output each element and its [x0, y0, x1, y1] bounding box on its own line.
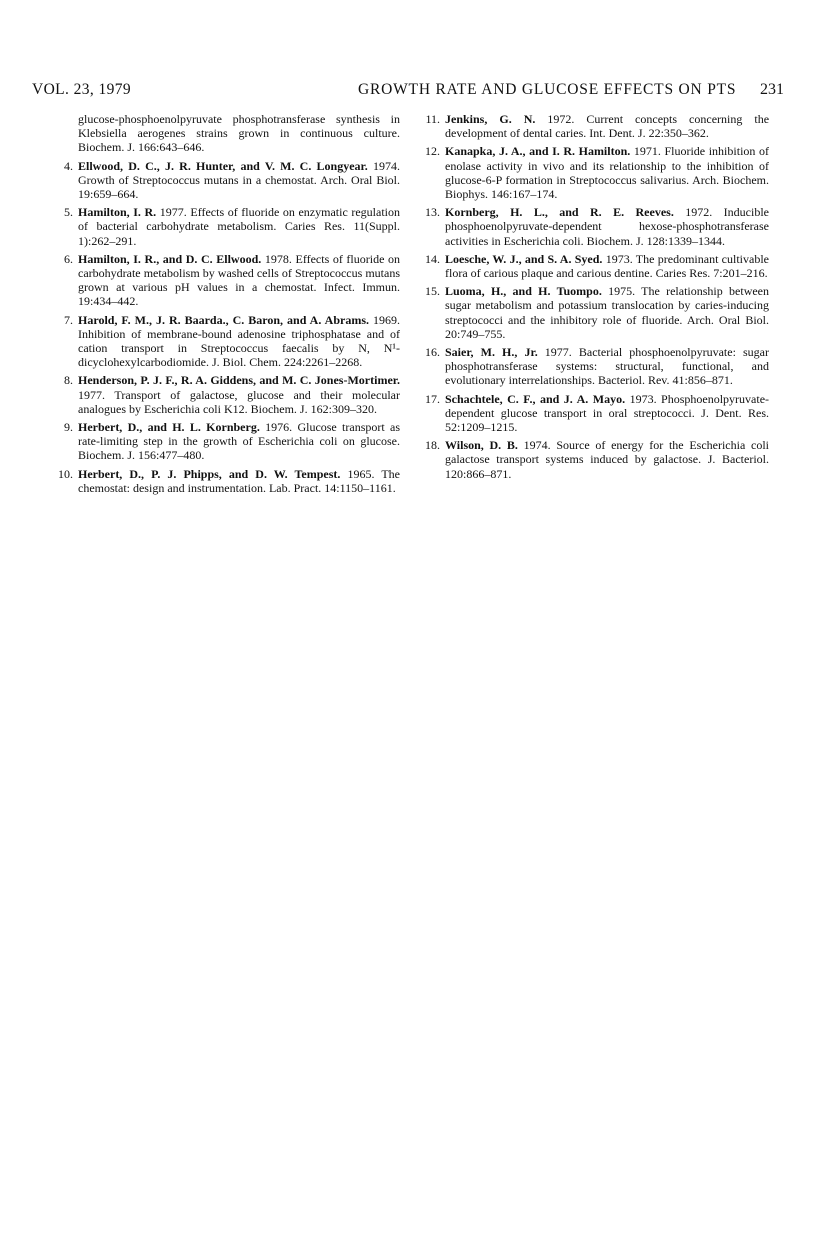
reference-text: 1973. The predominant cultivable flora of carious plaque and carious dentine. Caries Res. 7:201–216.	[445, 251, 770, 281]
reference-text: 1977. Bacterial phosphoenolpyruvate: sugar phosphotransferase systems: structural, functional, and evolutionary interrelationships. Bacteriol. Rev. 41:856–871.	[445, 345, 769, 388]
reference-item	[417, 205, 769, 248]
reference-text: 1978. Effects of fluoride on carbohydrate metabolism by washed cells of Streptococcus mutans grown at various pH values in a chemostat. Infect. Immun. 19:434–442.	[78, 251, 401, 309]
reference-text: 1974. Source of energy for the Escherichia coli galactose transport systems induced by galactose. J. Bacteriol. 120:866–871.	[445, 438, 769, 481]
reference-number: 9.	[64, 420, 73, 435]
reference-number: 15.	[425, 284, 440, 299]
reference-item	[417, 438, 769, 481]
reference-authors: Hamilton, I. R., and D. C. Ellwood.	[78, 251, 262, 266]
reference-text: 1972. Current concepts concerning the development of dental caries. Int. Dent. J. 22:350–362.	[445, 112, 770, 141]
reference-text: glucose-phosphoenolpyruvate phosphotransferase synthesis in Klebsiella aerogenes strains grown in continuous culture. Biochem. J. 166:643–646.	[78, 112, 400, 155]
reference-item	[50, 112, 400, 155]
reference-authors: Henderson, P. J. F., R. A. Giddens, and M. C. Jones-Mortimer.	[78, 373, 400, 388]
running-title: GROWTH RATE AND GLUCOSE EFFECTS ON PTS	[358, 81, 737, 98]
reference-number: 17.	[425, 391, 440, 406]
reference-text: 1971. Fluoride inhibition of enolase activity in vivo and its relationship to the inhibition of glucose-6-P formation in Streptococcus salivarius. Arch. Biochem. Biophys. 146:167–174.	[445, 144, 769, 202]
reference-text: 1972. Inducible phosphoenolpyruvate-dependent hexose-phosphotransferase activities in Escherichia coli. Biochem. J. 128:1339–1344.	[445, 205, 769, 248]
reference-text: 1976. Glucose transport as rate-limiting step in the growth of Escherichia coli on glucose. Biochem. J. 156:477–480.	[78, 420, 401, 463]
reference-text: 1975. The relationship between sugar metabolism and potassium translocation by caries-inducing streptococci and the inhibitory role of fluoride. Arch. Oral Biol. 20:749–755.	[445, 284, 770, 341]
reference-text: 1977. Transport of galactose, glucose and their molecular analogues by Escherichia coli K12. Biochem. J. 162:309–320.	[78, 387, 400, 416]
reference-number: 7.	[64, 312, 73, 327]
reference-item	[417, 345, 769, 388]
reference-text: 1973. Phosphoenolpyruvate-dependent glucose transport in oral streptococci. J. Dent. Res. 52:1209–1215.	[445, 391, 770, 435]
reference-text: 1974. Growth of Streptococcus mutans in a chemostat. Arch. Oral Biol. 19:659–664.	[78, 158, 401, 202]
reference-number: 5.	[64, 205, 73, 220]
reference-item	[50, 159, 400, 202]
reference-item	[50, 467, 400, 495]
reference-number: 4.	[64, 158, 73, 173]
reference-authors: Kanapka, J. A., and I. R. Hamilton.	[445, 144, 631, 159]
reference-authors: Schachtele, C. F., and J. A. Mayo.	[445, 391, 626, 406]
references-right-column	[417, 112, 769, 485]
reference-number: 16.	[425, 345, 440, 360]
reference-number: 13.	[425, 205, 440, 220]
reference-authors: Herbert, D., P. J. Phipps, and D. W. Tempest.	[78, 466, 341, 481]
reference-authors: Herbert, D., and H. L. Kornberg.	[78, 420, 260, 435]
reference-number: 18.	[425, 438, 440, 453]
reference-authors: Ellwood, D. C., J. R. Hunter, and V. M. C. Longyear.	[78, 158, 368, 173]
reference-number: 8.	[64, 373, 73, 388]
volume-label: VOL. 23, 1979	[32, 81, 132, 98]
reference-item	[417, 284, 769, 341]
page-number: 231	[760, 81, 784, 98]
reference-item	[50, 373, 400, 416]
reference-item	[417, 144, 769, 201]
references-left-column	[50, 112, 400, 499]
reference-authors: Wilson, D. B.	[445, 438, 518, 453]
reference-authors: Loesche, W. J., and S. A. Syed.	[445, 251, 603, 266]
reference-item	[417, 252, 769, 280]
reference-authors: Kornberg, H. L., and R. E. Reeves.	[445, 205, 674, 220]
reference-item	[50, 313, 400, 370]
reference-item	[50, 420, 400, 463]
reference-number: 6.	[64, 251, 73, 266]
reference-number: 14.	[425, 251, 440, 266]
reference-authors: Jenkins, G. N.	[445, 112, 536, 126]
reference-number: 12.	[425, 144, 440, 159]
reference-authors: Luoma, H., and H. Tuompo.	[445, 284, 602, 299]
reference-text: 1977. Effects of fluoride on enzymatic regulation of bacterial carbohydrate metabolism. Caries Res. 11(Suppl. 1):262–291.	[78, 205, 401, 248]
reference-item	[417, 392, 769, 435]
reference-text: 1969. Inhibition of membrane-bound adenosine triphosphatase and of cation transport in Streptococcus faecalis by N, N¹-dicyclohexylcarbodiomide. J. Biol. Chem. 224:2261–2268.	[78, 312, 401, 370]
reference-number: 11.	[425, 112, 440, 126]
reference-authors: Hamilton, I. R.	[78, 205, 157, 220]
reference-item	[50, 205, 400, 248]
reference-authors: Saier, M. H., Jr.	[445, 345, 538, 360]
reference-item	[50, 252, 400, 309]
running-head	[32, 81, 784, 105]
reference-item	[417, 112, 769, 140]
reference-authors: Harold, F. M., J. R. Baarda., C. Baron, and A. Abrams.	[78, 312, 370, 327]
reference-number: 10.	[58, 466, 73, 481]
reference-text: 1965. The chemostat: design and instrumentation. Lab. Pract. 14:1150–1161.	[78, 466, 400, 495]
